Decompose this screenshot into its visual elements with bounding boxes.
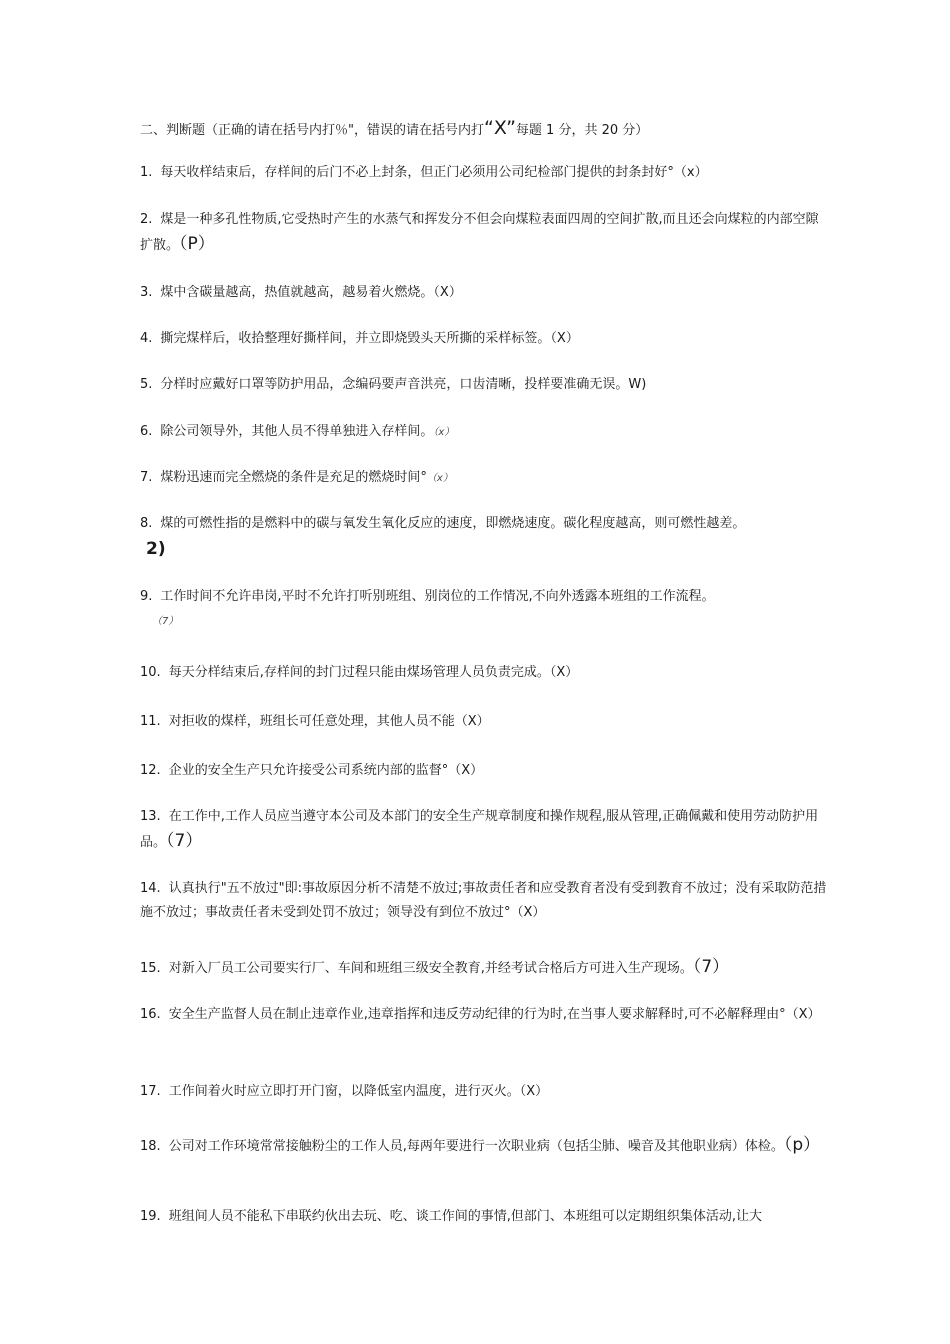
answer-mark: 2) xyxy=(146,539,166,559)
question-text: 认真执行"五不放过"即:事故原因分析不清楚不放过;事故责任者和应受教育者没有受到教育不放过；没有采取防范措施不放过；事故责任者未受到处罚不放过；领导没有到位不放过° xyxy=(140,881,827,920)
question-number: 4. xyxy=(140,331,153,346)
question-item xyxy=(140,759,830,783)
question-text: 除公司领导外，其他人员不得单独进入存样间。 xyxy=(160,424,434,439)
question-number: 5. xyxy=(140,377,153,392)
question-item xyxy=(140,208,830,258)
answer-mark: （X） xyxy=(785,1007,821,1022)
question-number: 6. xyxy=(140,424,153,439)
question-number: 9. xyxy=(140,589,153,604)
answer-mark: （X） xyxy=(454,714,490,729)
question-item xyxy=(140,805,830,855)
heading-x-mark: “X” xyxy=(483,117,516,139)
question-number: 13. xyxy=(140,809,161,824)
question-text: 在工作中,工作人员应当遵守本公司及本部门的安全生产规章制度和操作规程,服从管理,正确佩戴和使用劳动防护用品。 xyxy=(140,809,819,850)
question-text: 工作时间不允许串岗,平时不允许打听别班组、别岗位的工作情况,不向外透露本班组的工作流程。 xyxy=(160,589,715,604)
question-item xyxy=(140,420,830,445)
question-item xyxy=(140,585,830,609)
question-number: 10. xyxy=(140,665,161,680)
question-number: 16. xyxy=(140,1007,161,1022)
answer-mark: （X） xyxy=(510,905,546,920)
question-text: 撕完煤样后，收拾整理好撕样间，并立即烧毁头天所撕的采样标签。 xyxy=(160,331,551,346)
answer-mark: （7） xyxy=(152,616,179,627)
question-item xyxy=(140,512,830,536)
answer-mark: （X） xyxy=(448,763,484,778)
question-number: 11. xyxy=(140,714,161,729)
answer-mark: （X） xyxy=(549,665,579,680)
question-item xyxy=(140,373,830,397)
question-number: 18. xyxy=(140,1139,161,1154)
question-number: 12. xyxy=(140,763,161,778)
answer-mark: （x） xyxy=(673,165,708,180)
question-text: 对拒收的煤样，班组长可任意处理，其他人员不能 xyxy=(168,714,455,729)
answer-mark: W) xyxy=(628,377,647,392)
question-number: 8. xyxy=(140,516,153,531)
question-text: 煤的可燃性指的是燃料中的碳与氧发生氧化反应的速度，即燃烧速度。碳化程度越高，则可燃性越差。 xyxy=(160,516,746,531)
answer-mark: （7） xyxy=(166,831,203,851)
heading-suffix: 每题 1 分，共 20 分） xyxy=(515,123,649,138)
question-number: 7. xyxy=(140,470,153,485)
question-number: 15. xyxy=(140,961,161,976)
question-item xyxy=(140,955,830,981)
question-item xyxy=(140,161,830,185)
question-item xyxy=(140,661,830,685)
question-text: 煤中含碳量越高，热值就越高，越易着火燃烧。 xyxy=(160,285,434,300)
question-item xyxy=(140,877,830,925)
answer-mark: （X） xyxy=(550,331,579,346)
question-number: 17. xyxy=(140,1084,161,1099)
question-item xyxy=(140,1205,830,1229)
question-number: 2. xyxy=(140,212,153,227)
answer-mark: （p） xyxy=(783,1135,821,1155)
question-item xyxy=(140,1133,830,1159)
question-item xyxy=(140,327,830,351)
question-text: 煤粉迅速而完全燃烧的条件是充足的燃烧时间° xyxy=(160,470,427,485)
answer-mark: （7） xyxy=(692,957,730,977)
question-number: 19. xyxy=(140,1209,161,1224)
question-text: 每天分样结束后,存样间的封门过程只能由煤场管理人员负责完成。 xyxy=(168,665,550,680)
question-item xyxy=(140,710,830,734)
answer-mark: （x） xyxy=(433,427,455,438)
answer-mark: （X） xyxy=(433,285,462,300)
question-text: 公司对工作环境常常接触粉尘的工作人员,每两年要进行一次职业病（包括尘肺、噪音及其他职业病）体检。 xyxy=(168,1139,784,1154)
section-heading xyxy=(140,118,648,141)
question-text: 对新入厂员工公司要实行厂、车间和班组三级安全教育,并经考试合格后方可进入生产现场。 xyxy=(168,961,693,976)
question-number: 1. xyxy=(140,165,153,180)
answer-mark: （X） xyxy=(519,1084,549,1099)
question-text: 工作间着火时应立即打开门窗，以降低室内温度，进行灭火。 xyxy=(168,1084,520,1099)
question-text: 安全生产监督人员在制止违章作业,违章指挥和违反劳动纪律的行为时,在当事人要求解释时,可不必解释理由° xyxy=(168,1007,786,1022)
question-number: 14. xyxy=(140,881,161,896)
question-number: 3. xyxy=(140,285,153,300)
question-item xyxy=(140,466,830,491)
question-item xyxy=(140,281,830,305)
question-text: 分样时应戴好口罩等防护用品，念编码要声音洪亮，口齿清晰，投样要准确无误。 xyxy=(160,377,629,392)
answer-mark: （P） xyxy=(179,234,215,254)
question-item xyxy=(140,1003,830,1027)
heading-prefix: 二、判断题（正确的请在括号内打％"，错误的请在括号内打 xyxy=(140,123,484,138)
question-text: 每天收样结束后，存样间的后门不必上封条，但正门必须用公司纪检部门提供的封条封好° xyxy=(160,165,674,180)
answer-mark: （x） xyxy=(426,473,453,484)
question-text: 班组间人员不能私下串联约伙出去玩、吃、谈工作间的事情,但部门、本班组可以定期组织集体活动,让大 xyxy=(168,1209,762,1224)
question-item xyxy=(140,1080,830,1104)
question-text: 煤是一种多孔性物质,它受热时产生的水蒸气和挥发分不但会向煤粒表面四周的空间扩散,而且还会向煤粒的内部空隙扩散。 xyxy=(140,212,819,253)
question-text: 企业的安全生产只允许接受公司系统内部的监督° xyxy=(168,763,449,778)
